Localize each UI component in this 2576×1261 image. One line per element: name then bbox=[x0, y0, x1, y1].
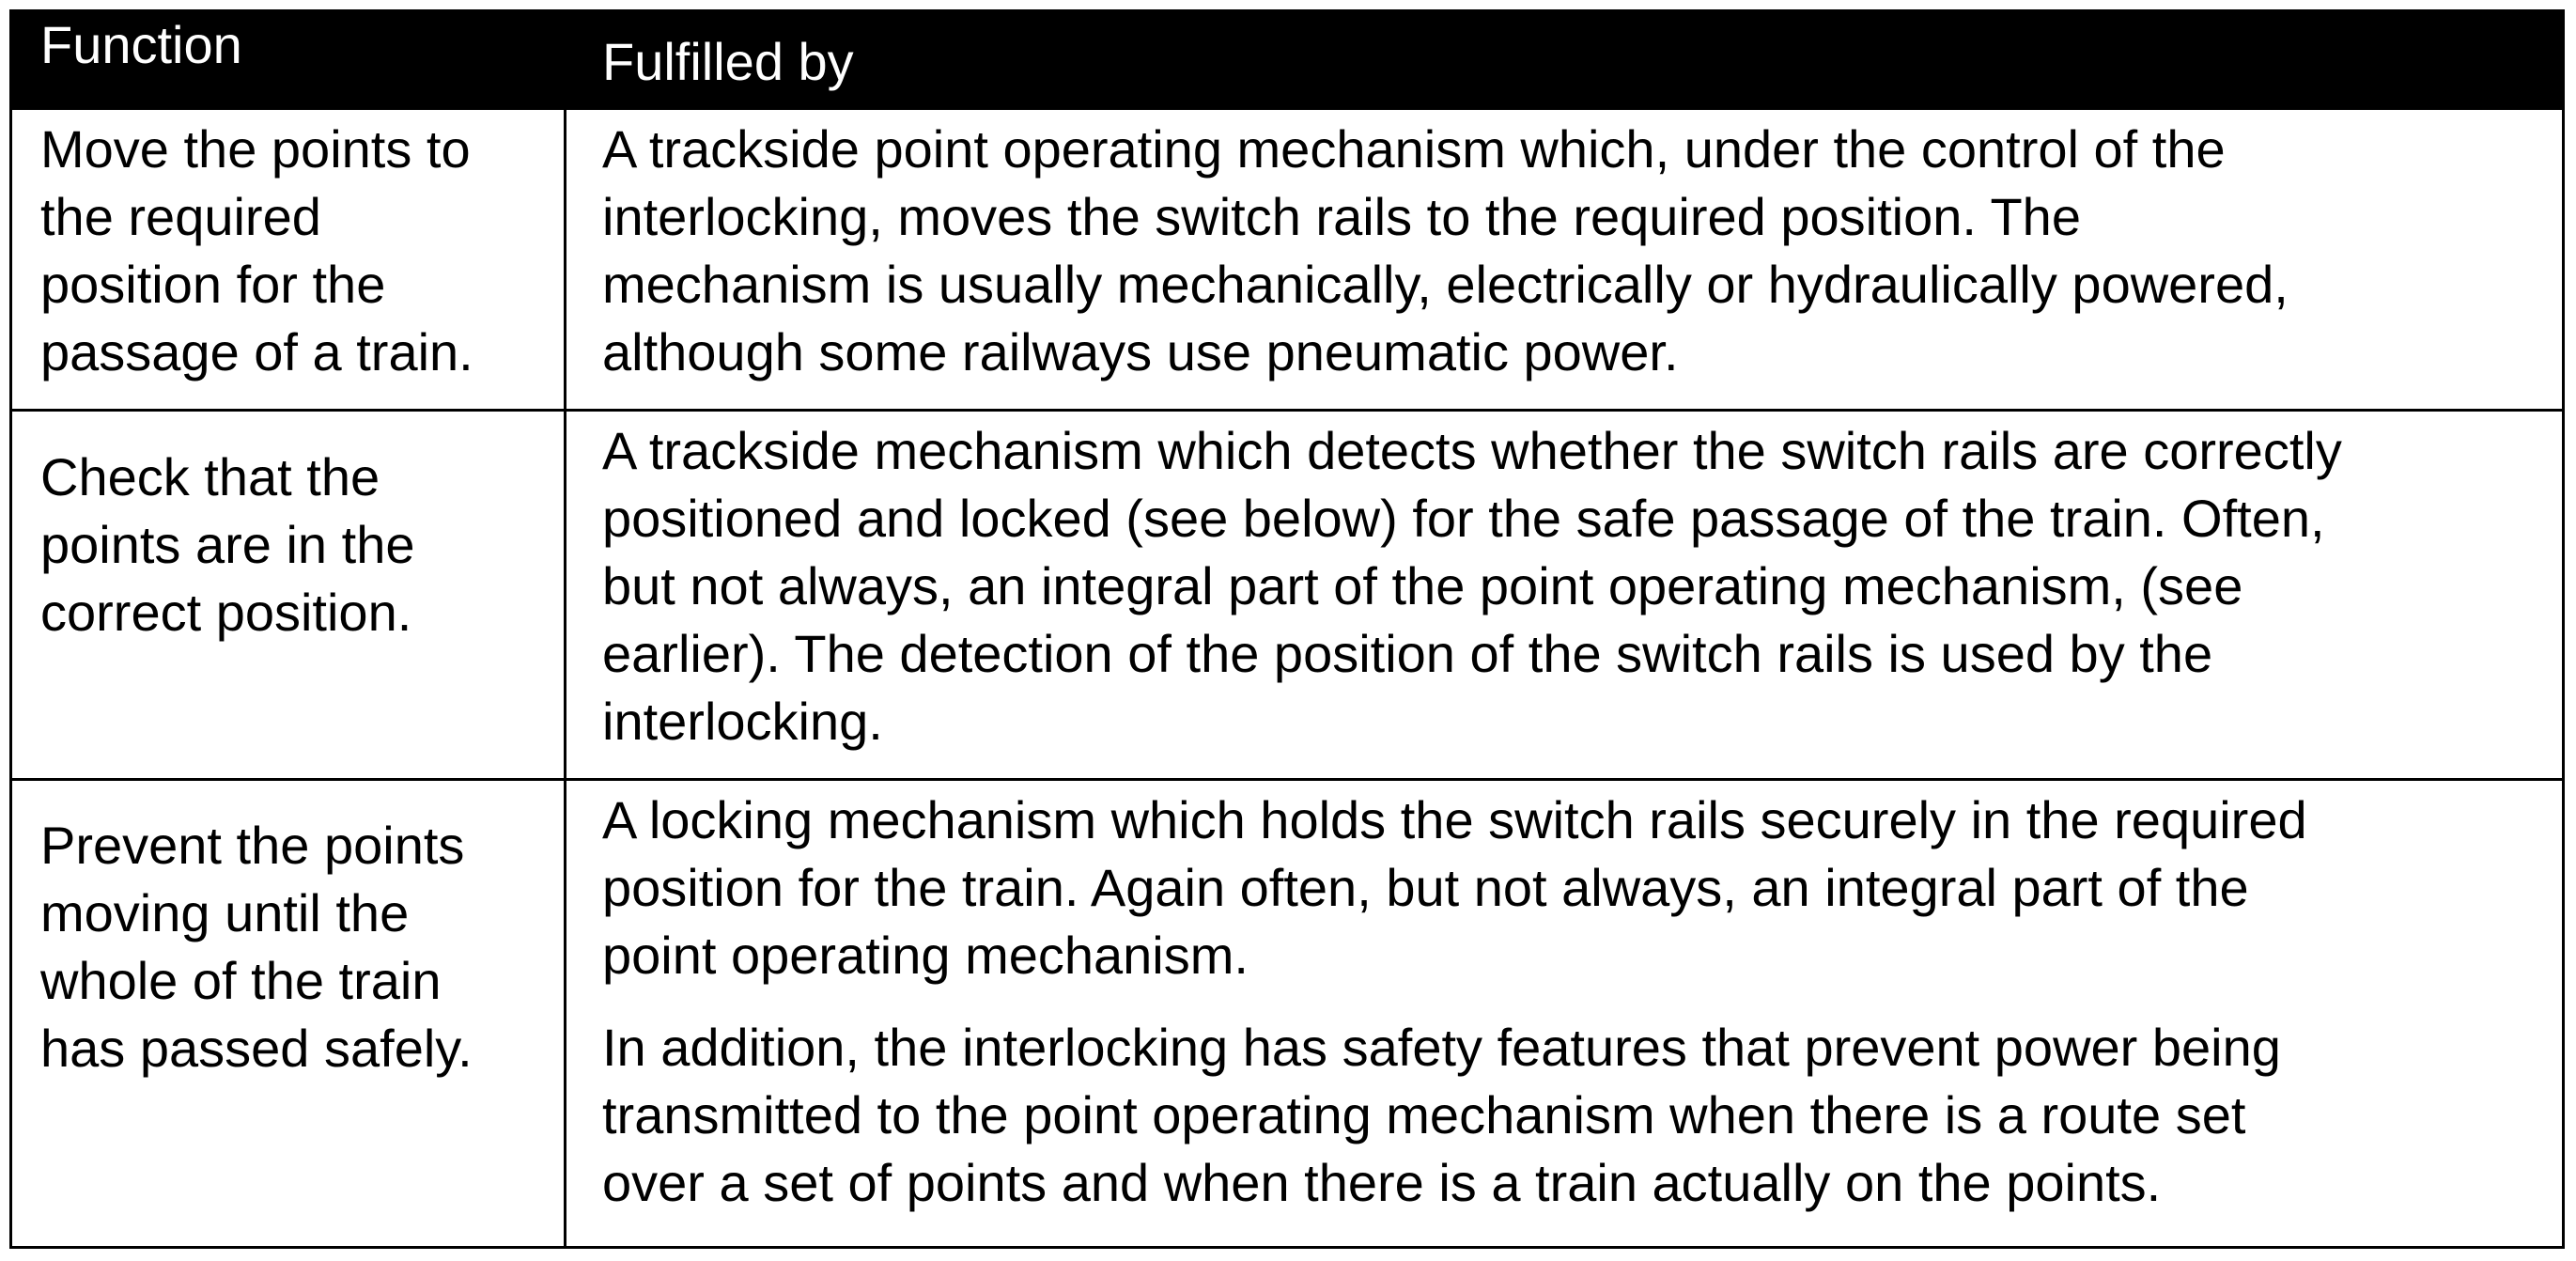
header-function: Function bbox=[40, 15, 242, 74]
fulfilled-line: point operating mechanism. bbox=[602, 926, 1249, 985]
function-cell bbox=[12, 110, 566, 409]
function-line: has passed safely. bbox=[40, 1019, 473, 1078]
function-line: correct position. bbox=[40, 583, 412, 642]
fulfilled-by-cell bbox=[566, 110, 2562, 409]
function-line: position for the bbox=[40, 255, 386, 314]
fulfilled-line: although some railways use pneumatic power. bbox=[602, 322, 1679, 381]
fulfilled-line: A trackside mechanism which detects whether the switch rails are correctly bbox=[602, 421, 2342, 480]
function-line: Move the points to bbox=[40, 119, 471, 179]
fulfilled-by-cell bbox=[566, 412, 2562, 778]
function-cell bbox=[12, 781, 566, 1246]
function-line: Prevent the points bbox=[40, 816, 465, 875]
table-row bbox=[12, 778, 2562, 1246]
header-fulfilled-by: Fulfilled by bbox=[602, 32, 854, 91]
fulfilled-line: positioned and locked (see below) for the safe passage of the train. Often, bbox=[602, 489, 2325, 548]
fulfilled-line: transmitted to the point operating mechanism when there is a route set bbox=[602, 1085, 2246, 1144]
fulfilled-line: interlocking. bbox=[602, 692, 883, 751]
function-line: moving until the bbox=[40, 883, 410, 942]
fulfilled-line: mechanism is usually mechanically, electrically or hydraulically powered, bbox=[602, 255, 2289, 314]
fulfilled-by-cell bbox=[566, 781, 2562, 1246]
table-row bbox=[12, 409, 2562, 778]
function-line: whole of the train bbox=[40, 951, 442, 1010]
function-line: the required bbox=[40, 187, 321, 246]
table-header-row bbox=[12, 9, 2562, 110]
table-row bbox=[12, 110, 2562, 409]
fulfilled-line: A locking mechanism which holds the switch rails securely in the required bbox=[602, 790, 2307, 849]
function-line: points are in the bbox=[40, 515, 415, 574]
function-cell bbox=[12, 412, 566, 778]
function-line: passage of a train. bbox=[40, 322, 473, 381]
fulfilled-line: position for the train. Again often, but not always, an integral part of the bbox=[602, 858, 2249, 917]
fulfilled-line: over a set of points and when there is a train actually on the points. bbox=[602, 1153, 2162, 1212]
fulfilled-line: earlier). The detection of the position of the switch rails is used by the bbox=[602, 624, 2213, 683]
function-line: Check that the bbox=[40, 447, 380, 506]
fulfilled-line: In addition, the interlocking has safety features that prevent power being bbox=[602, 1018, 2281, 1077]
fulfilled-line: but not always, an integral part of the point operating mechanism, (see bbox=[602, 556, 2243, 615]
fulfilled-line: interlocking, moves the switch rails to the required position. The bbox=[602, 187, 2081, 246]
fulfilled-line: A trackside point operating mechanism which, under the control of the bbox=[602, 119, 2226, 179]
points-function-table bbox=[9, 9, 2565, 1249]
